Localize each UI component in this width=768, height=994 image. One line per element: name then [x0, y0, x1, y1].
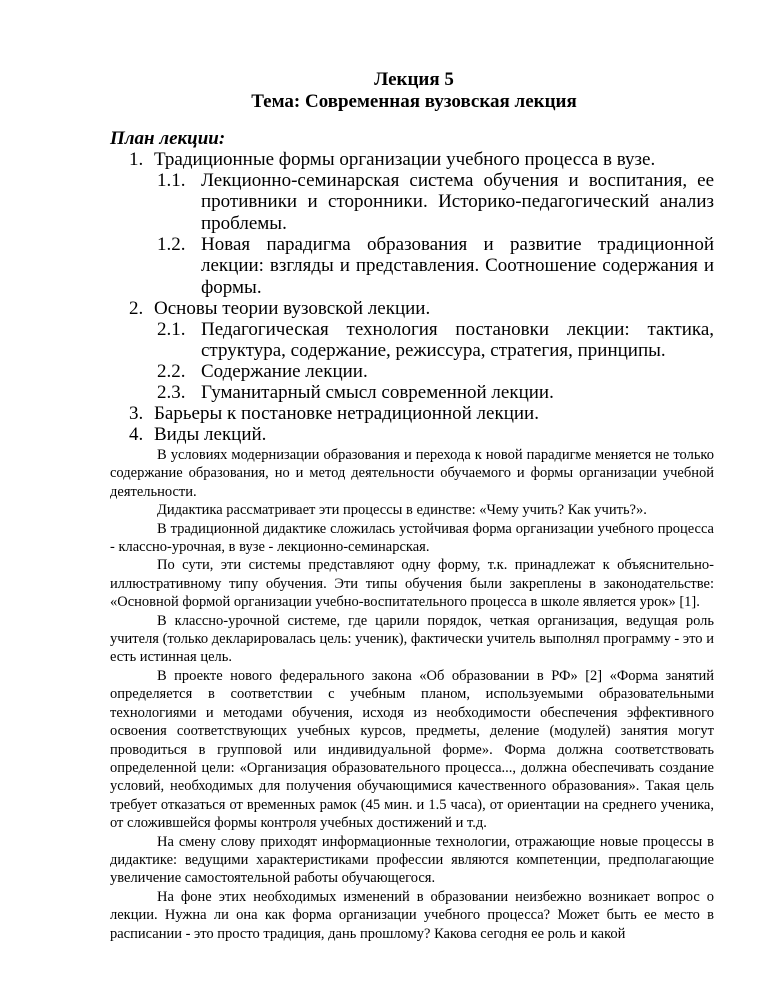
plan-subitem-number: 2.1. — [157, 319, 186, 340]
lecture-number-title: Лекция 5 — [374, 69, 454, 90]
body-text — [110, 446, 714, 943]
plan-item-text: Виды лекций. — [154, 424, 267, 445]
plan-subitem-text: Новая парадигма образования и развитие традиционной лекции: взгляды и представления. Соотношение содержания и формы. — [201, 234, 714, 298]
plan-item-2 — [129, 298, 714, 319]
plan-subitem-text: Лекционно-семинарская система обучения и воспитания, ее противники и сторонники. Историко-педагогический анализ проблемы. — [201, 170, 714, 234]
plan-subitem-number: 2.3. — [157, 382, 186, 403]
body-paragraph: По сути, эти системы представляют одну форму, т.к. принадлежат к объяснительно-иллюстративному типу обучения. Эти типы обучения были закреплены в законодательстве: «Основной формой организации учебно-воспитательного процесса в школе является урок» [1]. — [110, 557, 714, 611]
plan-subitem-number: 2.2. — [157, 361, 186, 382]
plan-item-text: Традиционные формы организации учебного процесса в вузе. — [154, 149, 656, 170]
plan-item-4 — [129, 424, 714, 445]
plan-subitem-text: Содержание лекции. — [201, 361, 368, 382]
plan-item-number: 1. — [129, 149, 144, 170]
plan-item-1 — [129, 149, 714, 170]
plan-item-number: 4. — [129, 424, 144, 445]
plan-item-3 — [129, 403, 714, 424]
plan-subitem-number: 1.1. — [157, 170, 186, 191]
body-paragraph: В классно-урочной системе, где царили порядок, четкая организация, ведущая роль учителя (только декларировалась цель: ученик), фактически учитель выполнял программу - это и есть истинная цель. — [110, 612, 714, 666]
body-paragraph: В традиционной дидактике сложилась устойчивая форма организации учебного процесса - классно-урочная, в вузе - лекционно-семинарская. — [110, 520, 714, 556]
plan-subitem-2-1 — [157, 319, 714, 362]
plan-item-text: Барьеры к постановке нетрадиционной лекции. — [154, 403, 539, 424]
plan-subitem-2-3 — [157, 382, 714, 403]
plan-subitem-1-2 — [157, 234, 714, 298]
plan-subitem-text: Гуманитарный смысл современной лекции. — [201, 382, 554, 403]
plan-subitem-text: Педагогическая технология постановки лекции: тактика, структура, содержание, режиссура, стратегия, принципы. — [201, 319, 714, 362]
body-paragraph: В проекте нового федерального закона «Об образовании в РФ» [2] «Форма занятий определяется в соответствии с учебным планом, используемыми образовательными технологиями и методами обучения, исходя из необходимости обеспечения эффективного освоения соответствующих учебных курсов, предметы, деление (модулей) занятия могут проводиться в групповой или индивидуальной форме». Форма должна соответствовать определенной цели: «Организация образовательного процесса..., должна обеспечивать создание условий, необходимых для получения обучающимися качественного образования». Такая цель требует отказаться от временных рамок (45 мин. и 1.5 часа), от ориентации на среднего ученика, от сложившейся формы контроля учебных достижений и т.д. — [110, 667, 714, 832]
plan-item-number: 2. — [129, 298, 144, 319]
plan-subitem-1-1 — [157, 170, 714, 234]
body-paragraph: Дидактика рассматривает эти процессы в единстве: «Чему учить? Как учить?». — [157, 502, 647, 519]
plan-subitem-2-2 — [157, 361, 714, 382]
body-paragraph: На смену слову приходят информационные технологии, отражающие новые процессы в дидактике: ведущими характеристиками профессии являются компетенции, предполагающие увеличение самостоятельной работы обучающегося. — [110, 833, 714, 887]
plan-heading: План лекции: — [110, 128, 226, 149]
body-paragraph: На фоне этих необходимых изменений в образовании неизбежно возникает вопрос о лекции. Нужна ли она как форма организации учебного процесса? Может быть ее место в расписании - это просто традиция, дань прошлому? Какова сегодня ее роль и какой — [110, 888, 714, 942]
lecture-topic-title: Тема: Современная вузовская лекция — [251, 91, 577, 112]
plan-subitem-number: 1.2. — [157, 234, 186, 255]
plan-item-number: 3. — [129, 403, 144, 424]
plan-item-text: Основы теории вузовской лекции. — [154, 298, 431, 319]
body-paragraph: В условиях модернизации образования и перехода к новой парадигме меняется не только содержание образования, но и метод деятельности обучаемого и формы организации учебной деятельности. — [110, 447, 714, 500]
